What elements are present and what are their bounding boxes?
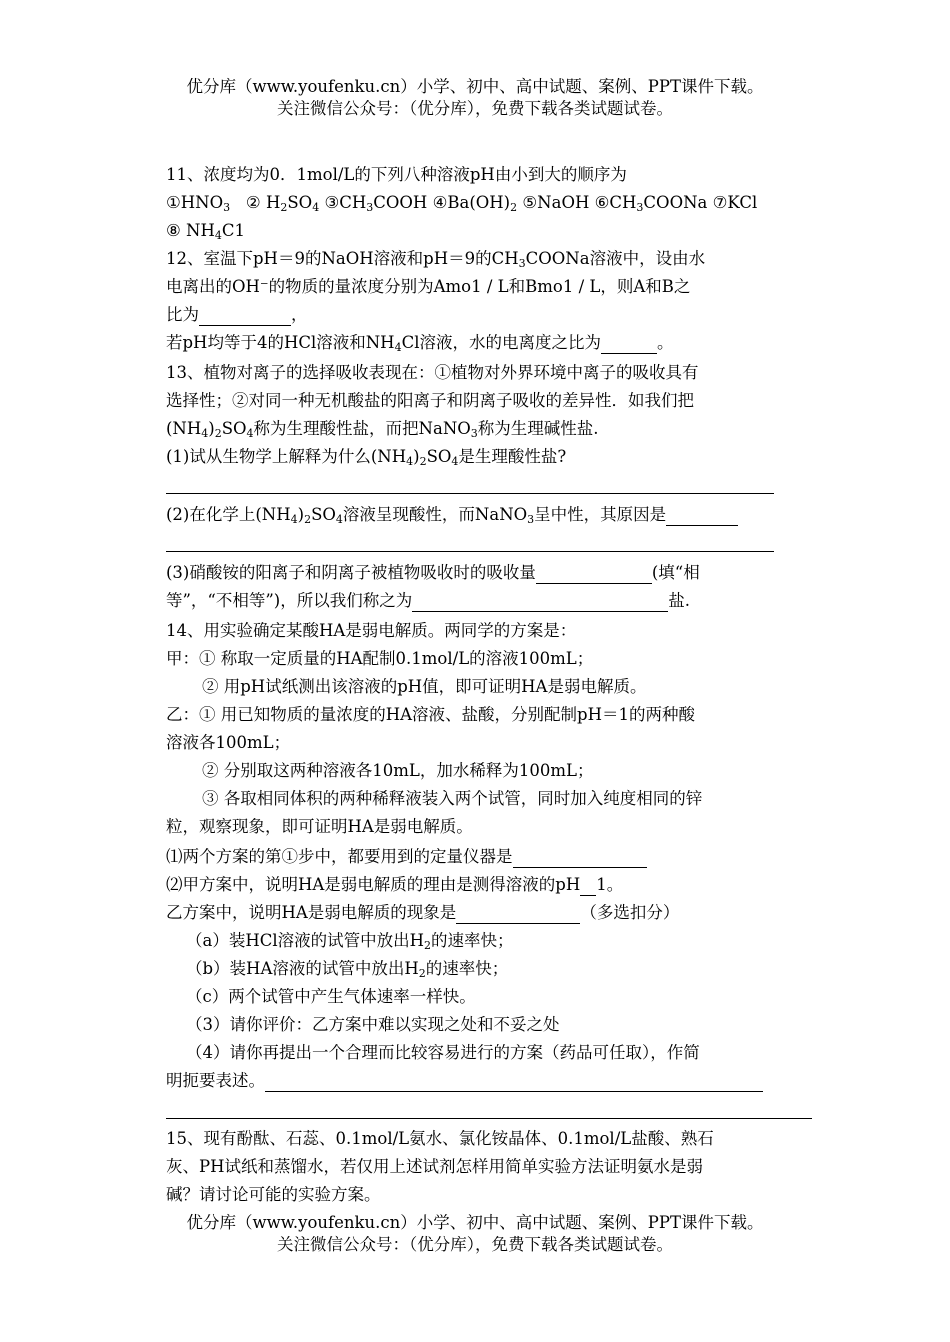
page-header-line-2: 关注微信公众号：（优分库），免费下载各类试题试卷。 <box>277 99 673 118</box>
q14-sub-1: ⑴两个方案的第①步中，都要用到的定量仪器是 <box>166 846 647 868</box>
q13-part-3-cont: 等”，“不相等”)，所以我们称之为 盐. <box>166 591 690 610</box>
q15-line-2: 灰、PH试纸和蒸馏水，若仅用上述试剂怎样用简单实验方法证明氨水是弱 <box>166 1157 703 1176</box>
q14-jia-step-2: ② 用pH试纸测出该溶液的pH值，即可证明HA是弱电解质。 <box>202 677 647 696</box>
q14-option-c: （c）两个试管中产生气体速率一样快。 <box>186 987 476 1006</box>
q13-line-3: $(NH_4)_2SO_4$称为生理酸性盐，而把NaNO$_3$称为生理碱性盐. <box>166 419 599 440</box>
q14-sub-3: （3）请你评价：乙方案中难以实现之处和不妥之处 <box>186 1015 560 1034</box>
q14-option-a: （a）装HCl溶液的试管中放出$H_2$的速率快； <box>186 931 514 952</box>
q13-answer-blank-2[interactable] <box>666 507 738 526</box>
q14-stem: 14、用实验确定某酸HA是弱电解质。两同学的方案是： <box>166 621 577 640</box>
q11-stem: 11、浓度均为0．1mol/L的下列八种溶液pH由小到大的顺序为 <box>166 165 627 184</box>
q13-answer-line-2[interactable] <box>166 551 774 552</box>
q14-sub-2-yi: 乙方案中，说明HA是弱电解质的现象是 （多选扣分） <box>166 903 680 922</box>
q13-part-2: (2)在化学上$(NH_4)_2SO_4$溶液呈现酸性，而NaNO$_3$呈中性，其原因是 <box>166 504 738 526</box>
q15-line-1: 15、现有酚酞、石蕊、0.1mol/L氨水、氯化铵晶体、0.1mol/L盐酸、熟石 <box>166 1129 714 1148</box>
page-footer-line-2: 关注微信公众号：（优分库），免费下载各类试题试卷。 <box>277 1235 673 1254</box>
q14-answer-blank-4[interactable] <box>265 1073 763 1092</box>
q14-yi-step-2: ② 分别取这两种溶液各10mL，加水稀释为100mL； <box>202 761 594 780</box>
q14-yi-step-3-cont: 粒，观察现象，即可证明HA是弱电解质。 <box>166 817 473 836</box>
q14-yi-step-1: 乙：① 用已知物质的量浓度的HA溶液、盐酸，分别配制pH＝1的两种酸 <box>166 705 695 724</box>
q13-line-2: 选择性；②对同一种无机酸盐的阳离子和阴离子吸收的差异性．如我们把 <box>166 391 694 410</box>
q12-answer-blank-1[interactable] <box>199 307 291 326</box>
q14-yi-step-1-cont: 溶液各100mL； <box>166 733 291 752</box>
q14-answer-blank-3[interactable] <box>456 905 580 924</box>
q14-yi-step-3: ③ 各取相同体积的两种稀释液装入两个试管，同时加入纯度相同的锌 <box>202 789 703 808</box>
q15-line-3: 碱？请讨论可能的实验方案。 <box>166 1185 381 1204</box>
q11-options: $①HNO_3$ ② $H_2SO_4$ $③CH_3COOH$ $④Ba(OH)_2$ ⑤NaOH $⑥CH_3COONa$ ⑦KCl <box>166 193 758 214</box>
q12-line-1: 12、室温下pH＝9的NaOH溶液和pH＝9的$CH_3COONa$溶液中，设由水 <box>166 249 706 270</box>
q14-answer-blank-2[interactable] <box>580 877 596 896</box>
page-header-line-1: 优分库（www.youfenku.cn）小学、初中、高中试题、案例、PPT课件下载。 <box>186 77 764 96</box>
q12-answer-blank-2[interactable] <box>601 335 657 354</box>
q13-line-1: 13、植物对离子的选择吸收表现在：①植物对外界环境中离子的吸收具有 <box>166 363 699 382</box>
q12-line-2: 电离出的OH⁻的物质的量浓度分别为Amo1 / L和Bmo1 / L，则A和B之 <box>166 277 691 296</box>
q13-answer-line-1[interactable] <box>166 493 774 494</box>
q14-sub-4: （4）请你再提出一个合理而比较容易进行的方案（药品可任取），作简 <box>186 1043 700 1062</box>
q13-answer-blank-3[interactable] <box>536 565 652 584</box>
q14-answer-line[interactable] <box>166 1118 812 1119</box>
q13-part-1: (1)试从生物学上解释为什么$(NH_4)_2SO_4$是生理酸性盐? <box>166 447 567 468</box>
q14-option-b: （b）装HA溶液的试管中放出$H_2$的速率快； <box>186 959 509 980</box>
q12-line-3: 比为 ， <box>166 305 308 324</box>
q14-jia-step-1: 甲：① 称取一定质量的HA配制0.1mol/L的溶液100mL； <box>166 649 594 668</box>
page-footer-line-1: 优分库（www.youfenku.cn）小学、初中、高中试题、案例、PPT课件下载。 <box>186 1213 764 1232</box>
q14-answer-blank-1[interactable] <box>513 849 647 868</box>
q13-part-3: (3)硝酸铵的阳离子和阴离子被植物吸收时的吸收量 (填“相 <box>166 563 700 582</box>
q14-sub-2: ⑵甲方案中，说明HA是弱电解质的理由是测得溶液的pH 1。 <box>166 875 624 894</box>
q11-option-8: ⑧ $NH_4C1$ <box>166 221 245 242</box>
q13-answer-blank-4[interactable] <box>412 593 668 612</box>
q12-line-4: 若pH均等于4的HCl溶液和$NH_4Cl$溶液，水的电离度之比为 。 <box>166 333 674 354</box>
q14-sub-4-cont: 明扼要表述。 <box>166 1070 763 1092</box>
